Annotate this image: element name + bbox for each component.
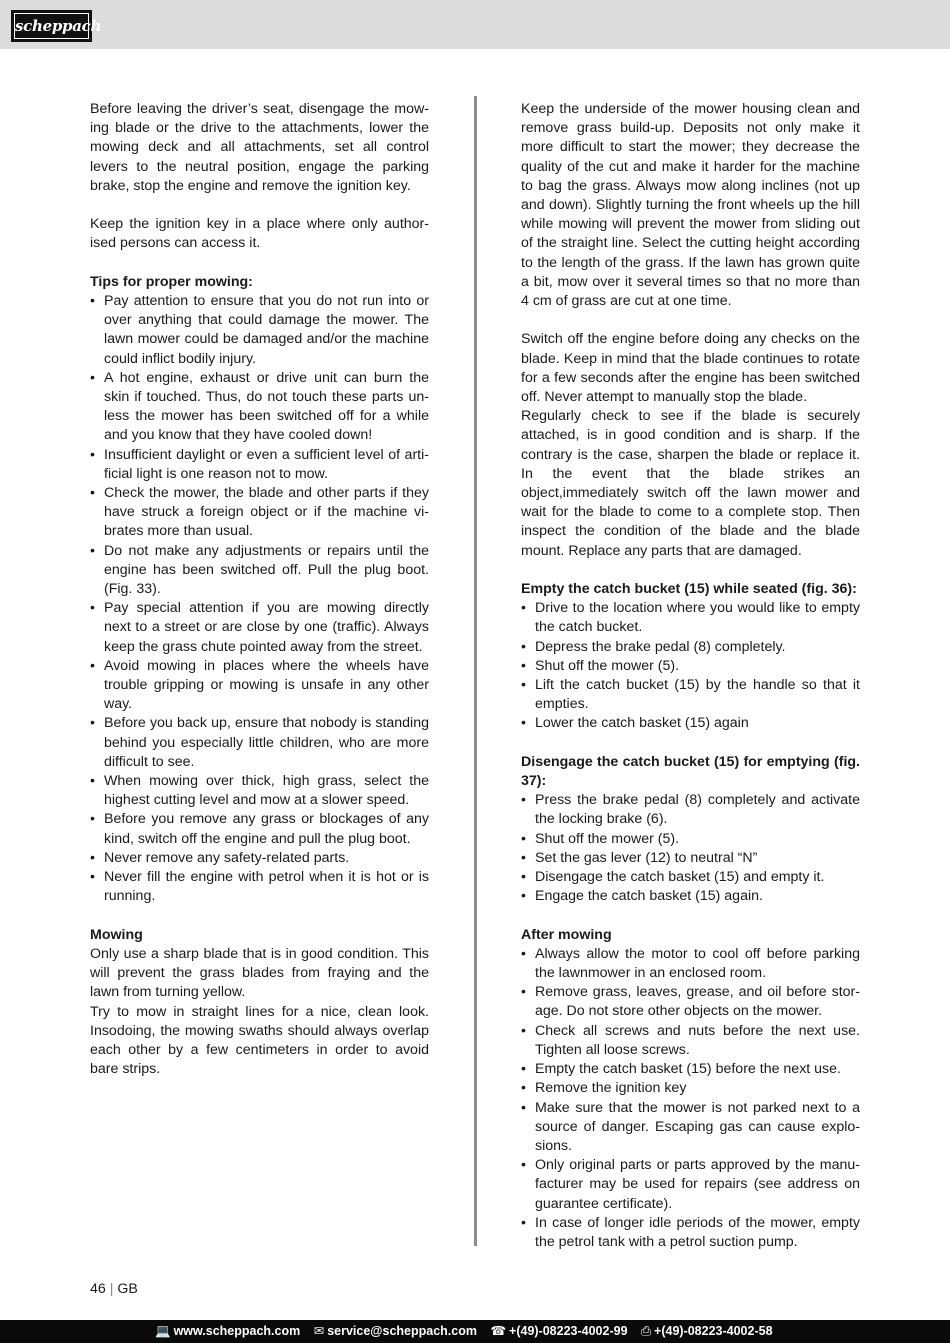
- footer-email-text: service@scheppach.com: [327, 1324, 477, 1338]
- list-item: • Press the brake pedal (8) completely and activate the locking brake (6).: [521, 791, 860, 829]
- page-number-separator: |: [109, 1281, 114, 1297]
- empty-bucket-heading: Empty the catch bucket (15) while seated (fig. 36):: [521, 581, 857, 598]
- logo-text: scheppach: [14, 13, 89, 39]
- phone-icon: ☎: [490, 1324, 507, 1338]
- footer-email[interactable]: [314, 1320, 477, 1343]
- right-column: [521, 100, 860, 1252]
- list-item: • Insufficient daylight or even a sufficient level of arti-ficial light is one reason not to mow.: [90, 446, 429, 484]
- list-item: • Make sure that the mower is not parked next to a source of danger. Escaping gas can cause explo-sions.: [521, 1099, 860, 1157]
- tips-heading: Tips for proper mowing:: [90, 273, 253, 290]
- list-item: • In case of longer idle periods of the mower, empty the petrol tank with a petrol suction pump.: [521, 1214, 860, 1252]
- list-item: • Check all screws and nuts before the next use. Tighten all loose screws.: [521, 1022, 860, 1060]
- fax-icon: ⎙: [641, 1324, 652, 1338]
- list-item: • Remove the ignition key: [521, 1079, 860, 1098]
- list-item: • Shut off the mower (5).: [521, 830, 860, 849]
- after-mowing-list: [521, 945, 860, 1252]
- footer-website-text: www.scheppach.com: [173, 1324, 301, 1338]
- list-item: • Always allow the motor to cool off before parking the lawnmower in an enclosed room.: [521, 945, 860, 983]
- footer-fax-text: +(49)-08223-4002-58: [654, 1324, 773, 1338]
- list-item: • Lower the catch basket (15) again: [521, 714, 860, 733]
- list-item: • Check the mower, the blade and other parts if they have struck a foreign object or if the machine vi-brates more than usual.: [90, 484, 429, 542]
- list-item: • Avoid mowing in places where the wheels have trouble gripping or mowing is unsafe in any other way.: [90, 657, 429, 715]
- brand-logo: [11, 10, 102, 42]
- list-item: • A hot engine, exhaust or drive unit can burn the skin if touched. Thus, do not touch these parts un-less the mower has been switched off for a while and you know that they have cooled down!: [90, 369, 429, 446]
- left-column: [90, 100, 429, 1079]
- empty-bucket-list: [521, 599, 860, 733]
- blade-inspect-paragraph: Regularly check to see if the blade is securely attached, is in good condition and is sharp. If the contrary is the case, sharpen the blade or replace it. In the event that the blade strikes an object,immediately switch off the lawn mower and wait for the blade to come to a complete stop. Then inspect the condition of the blade and the blade mount. Replace any parts that are damaged.: [521, 408, 860, 559]
- list-item: • Before you back up, ensure that nobody is standing behind you especially little children, who are more difficult to see.: [90, 714, 429, 772]
- list-item: • Empty the catch basket (15) before the next use.: [521, 1060, 860, 1079]
- page-number-value: 46: [90, 1281, 106, 1297]
- list-item: • Drive to the location where you would like to empty the catch bucket.: [521, 599, 860, 637]
- list-item: • Engage the catch basket (15) again.: [521, 887, 860, 906]
- column-divider: [474, 96, 477, 1246]
- list-item: • Depress the brake pedal (8) completely.: [521, 638, 860, 657]
- housing-paragraph: Keep the underside of the mower housing clean and remove grass build-up. Deposits not only make it more difficult to start the mower; they decrease the quality of the cut and make it harder for the machine to bag the grass. Always mow along inclines (not up and down). Slightly turning the front wheels up the hill while mowing will prevent the mower from sliding out of the straight line. Select the cutting height according to the length of the grass. If the lawn has grown quite a bit, mow over it several times so that no more than 4 cm of grass are cut at one time.: [521, 101, 860, 310]
- header-band: [0, 0, 950, 49]
- mowing-heading: Mowing: [90, 926, 143, 943]
- list-item: • Pay special attention if you are mowing directly next to a street or are close by one (traffic). Always keep the grass chute pointed away from the street.: [90, 599, 429, 657]
- mail-icon: ✉: [313, 1324, 325, 1338]
- list-item: • Never fill the engine with petrol when it is hot or is running.: [90, 868, 429, 906]
- list-item: • Do not make any adjustments or repairs until the engine has been switched off. Pull the plug boot. (Fig. 33).: [90, 542, 429, 600]
- after-mowing-heading: After mowing: [521, 926, 612, 943]
- list-item: • Pay attention to ensure that you do not run into or over anything that could damage the mower. The lawn mower could be damaged and/or the machine could inflict bodily injury.: [90, 292, 429, 369]
- footer-website[interactable]: [155, 1320, 300, 1343]
- intro-paragraph-2: Keep the ignition key in a place where only author-ised persons can access it.: [90, 216, 429, 252]
- blade-check-paragraph: Switch off the engine before doing any checks on the blade. Keep in mind that the blade continues to rotate for a few seconds after the engine has been switched off. Never attempt to manually stop the blade.: [521, 331, 860, 406]
- mowing-paragraph-1: Only use a sharp blade that is in good condition. This will prevent the grass blades from fraying and the lawn from turning yellow.: [90, 945, 429, 1001]
- disengage-bucket-heading: Disengage the catch bucket (15) for emptying (fig. 37):: [521, 753, 860, 790]
- mowing-paragraph-2: Try to mow in straight lines for a nice, clean look. Insodoing, the mowing swaths should always overlap each other by a few centimeters in order to avoid bare strips.: [90, 1003, 429, 1078]
- list-item: • Disengage the catch basket (15) and empty it.: [521, 868, 860, 887]
- footer-phone: [490, 1320, 627, 1343]
- page-language: GB: [117, 1281, 138, 1297]
- footer-fax: [641, 1320, 773, 1343]
- page-number: [90, 1280, 138, 1299]
- list-item: • Set the gas lever (12) to neutral “N”: [521, 849, 860, 868]
- laptop-icon: 💻: [155, 1324, 171, 1338]
- footer-phone-text: +(49)-08223-4002-99: [509, 1324, 628, 1338]
- list-item: • Remove grass, leaves, grease, and oil before stor-age. Do not store other objects on the mower.: [521, 983, 860, 1021]
- disengage-bucket-list: [521, 791, 860, 906]
- tips-list: [90, 292, 429, 907]
- list-item: • Lift the catch bucket (15) by the handle so that it empties.: [521, 676, 860, 714]
- contact-footer: [0, 1320, 950, 1343]
- list-item: • Before you remove any grass or blockages of any kind, switch off the engine and pull the plug boot.: [90, 810, 429, 848]
- list-item: • Only original parts or parts approved by the manu-facturer may be used for repairs (see address on guarantee certificate).: [521, 1156, 860, 1214]
- intro-paragraph-1: Before leaving the driver’s seat, disengage the mow-ing blade or the drive to the attachments, lower the mowing deck and all attachments, set all control levers to the neutral position, engage the parking brake, stop the engine and remove the ignition key.: [90, 101, 429, 194]
- list-item: • When mowing over thick, high grass, select the highest cutting level and mow at a slower speed.: [90, 772, 429, 810]
- list-item: • Never remove any safety-related parts.: [90, 849, 429, 868]
- list-item: • Shut off the mower (5).: [521, 657, 860, 676]
